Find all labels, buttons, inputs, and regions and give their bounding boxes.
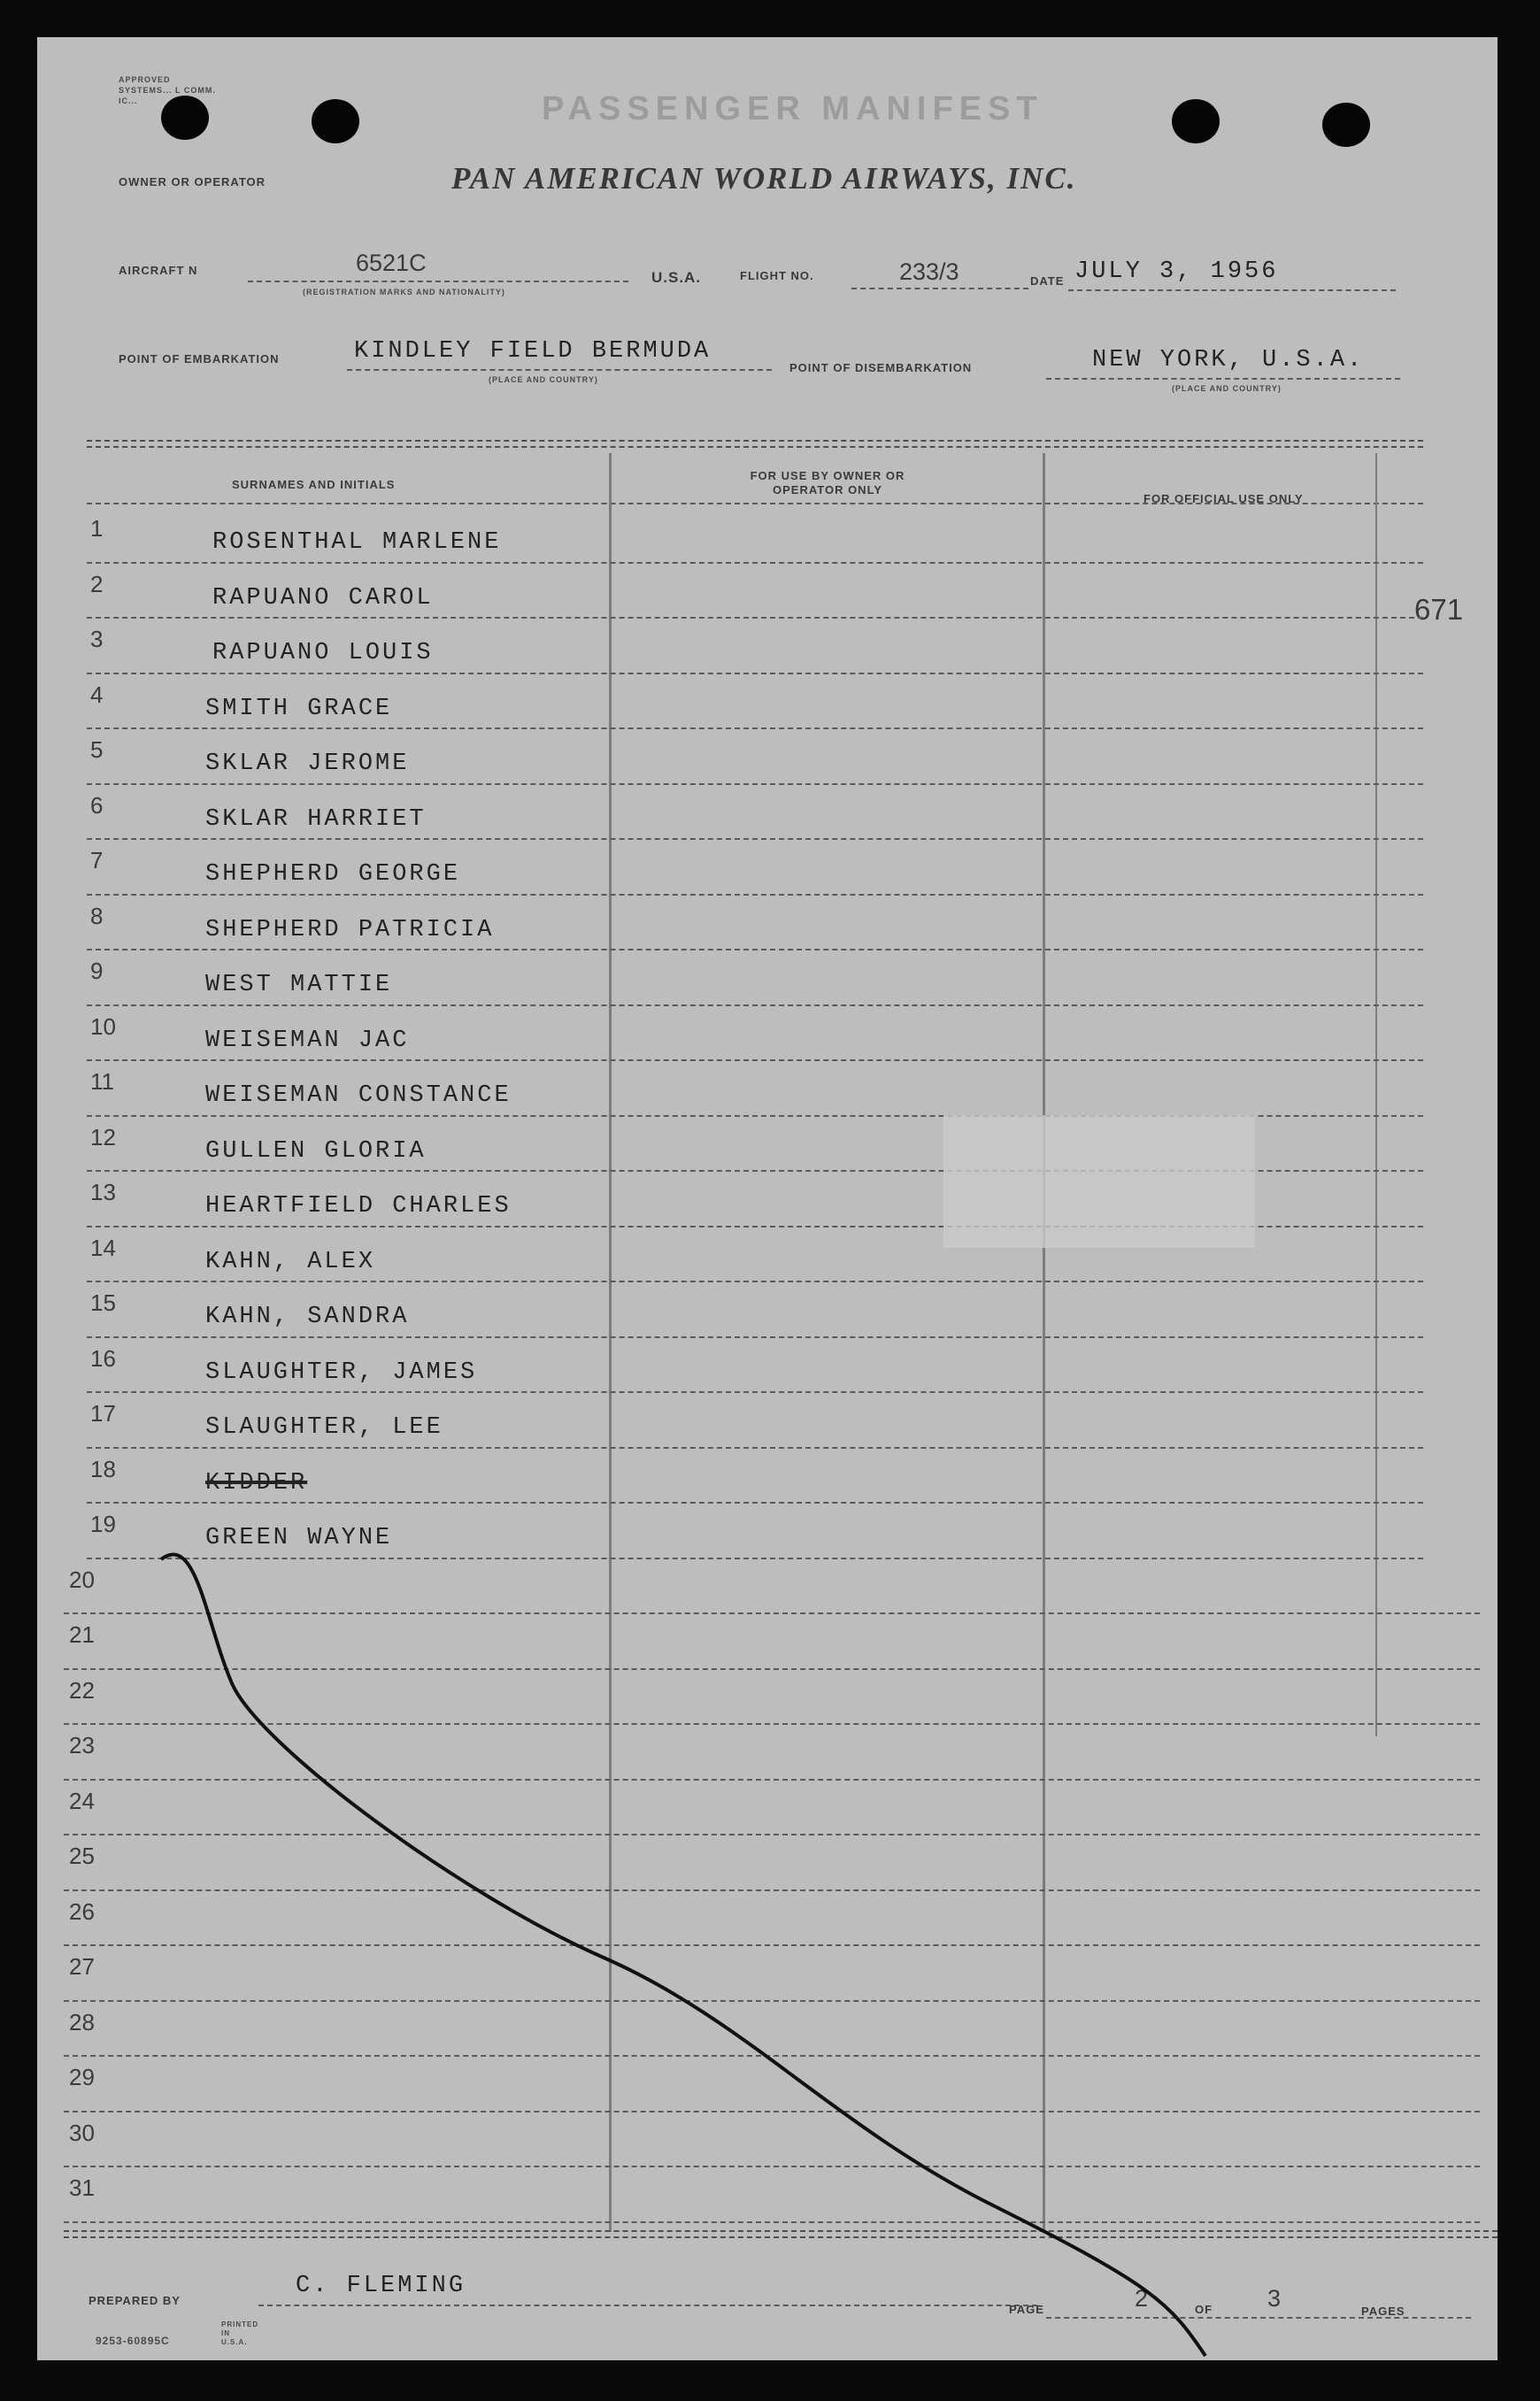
passenger-name: ROSENTHAL MARLENE xyxy=(212,529,502,556)
date-value: JULY 3, 1956 xyxy=(1074,258,1279,285)
flight-value: 233/3 xyxy=(899,258,959,285)
passenger-name: KAHN, SANDRA xyxy=(205,1304,410,1330)
aircraft-caption: (REGISTRATION MARKS AND NATIONALITY) xyxy=(303,288,505,296)
passenger-name: RAPUANO LOUIS xyxy=(212,640,434,666)
passenger-name: SLAUGHTER, LEE xyxy=(205,1414,443,1441)
row-number: 29 xyxy=(69,2064,95,2090)
row-number: 5 xyxy=(90,736,104,763)
disembark-label: POINT OF DISEMBARKATION xyxy=(789,361,973,374)
printed-note: PRINTED IN U.S.A. xyxy=(221,2320,259,2346)
pages-label: PAGES xyxy=(1361,2305,1405,2318)
passenger-name: WEISEMAN CONSTANCE xyxy=(205,1082,512,1109)
row-number: 17 xyxy=(90,1400,116,1427)
side-page-number: 671 xyxy=(1414,593,1464,626)
passenger-name: HEARTFIELD CHARLES xyxy=(205,1193,512,1220)
aircraft-label: AIRCRAFT N xyxy=(119,264,198,277)
row-number: 25 xyxy=(69,1843,95,1869)
embark-label: POINT OF EMBARKATION xyxy=(119,352,280,366)
row-number: 31 xyxy=(69,2174,95,2201)
row-number: 1 xyxy=(90,515,104,542)
row-number: 9 xyxy=(90,958,104,984)
page-title: PASSENGER MANIFEST xyxy=(542,90,1043,127)
passenger-name: GREEN WAYNE xyxy=(205,1525,393,1551)
row-number: 26 xyxy=(69,1897,95,1925)
row-number: 2 xyxy=(90,570,104,597)
col-header-owner: FOR USE BY OWNER OR OPERATOR ONLY xyxy=(750,469,905,496)
row-number: 8 xyxy=(90,902,104,929)
col-header-names: SURNAMES AND INITIALS xyxy=(232,478,396,491)
flight-label: FLIGHT NO. xyxy=(740,269,814,282)
passenger-name: SMITH GRACE xyxy=(205,695,393,722)
prepared-label: PREPARED BY xyxy=(89,2294,181,2307)
row-number: 23 xyxy=(69,1732,95,1758)
row-number: 6 xyxy=(90,791,104,819)
row-number: 16 xyxy=(90,1344,116,1372)
disembark-caption: (PLACE AND COUNTRY) xyxy=(1172,384,1282,393)
row-number: 21 xyxy=(69,1621,95,1648)
col-header-official: FOR OFFICIAL USE ONLY xyxy=(1143,492,1304,505)
row-number: 14 xyxy=(90,1234,116,1261)
passenger-name: SHEPHERD PATRICIA xyxy=(205,916,495,943)
passenger-name: SLAUGHTER, JAMES xyxy=(205,1358,478,1386)
row-number: 30 xyxy=(69,2119,95,2146)
embark-value: KINDLEY FIELD BERMUDA xyxy=(354,338,712,365)
passenger-name: SKLAR JEROME xyxy=(205,750,410,777)
airline-name: PAN AMERICAN WORLD AIRWAYS, INC. xyxy=(451,161,1077,196)
passenger-name: WEST MATTIE xyxy=(205,972,393,998)
passenger-name: KIDDER xyxy=(205,1469,308,1497)
passenger-name: SHEPHERD GEORGE xyxy=(205,861,461,888)
row-number: 18 xyxy=(90,1455,116,1482)
page-label: PAGE xyxy=(1009,2303,1044,2316)
row-number: 19 xyxy=(90,1511,116,1537)
passenger-name: GULLEN GLORIA xyxy=(205,1137,427,1165)
passenger-name: RAPUANO CAROL xyxy=(212,584,434,612)
passenger-name: WEISEMAN JAC xyxy=(205,1027,410,1054)
passenger-name: SKLAR HARRIET xyxy=(205,805,427,833)
row-number: 20 xyxy=(69,1566,95,1593)
of-value: 3 xyxy=(1267,2285,1282,2312)
row-number: 3 xyxy=(90,626,104,652)
embark-caption: (PLACE AND COUNTRY) xyxy=(489,375,598,384)
of-label: OF xyxy=(1195,2303,1213,2316)
owner-label: OWNER OR OPERATOR xyxy=(119,175,266,189)
aircraft-value: 6521C xyxy=(356,250,427,276)
row-number: 13 xyxy=(90,1179,116,1205)
passenger-name: KAHN, ALEX xyxy=(205,1248,376,1275)
row-number: 24 xyxy=(69,1787,95,1814)
manifest-sheet xyxy=(37,37,1498,2360)
row-number: 4 xyxy=(90,681,104,708)
approval-stamp: APPROVED SYSTEMS... L COMM. IC... xyxy=(119,75,216,105)
row-number: 15 xyxy=(90,1289,116,1316)
row-number: 12 xyxy=(90,1123,116,1150)
country-label: U.S.A. xyxy=(651,269,702,286)
row-number: 7 xyxy=(90,847,104,873)
form-number: 9253-60895C xyxy=(96,2335,170,2347)
row-number: 11 xyxy=(90,1068,114,1095)
row-number: 10 xyxy=(90,1012,116,1040)
row-number: 28 xyxy=(69,2008,95,2035)
row-number: 27 xyxy=(69,1953,95,1980)
row-number: 22 xyxy=(69,1676,95,1704)
prepared-value: C. FLEMING xyxy=(296,2273,466,2299)
disembark-value: NEW YORK, U.S.A. xyxy=(1092,347,1365,373)
date-label: DATE xyxy=(1030,274,1065,288)
page-value: 2 xyxy=(1135,2285,1149,2312)
diagonal-cross-out-line xyxy=(37,37,1498,2360)
